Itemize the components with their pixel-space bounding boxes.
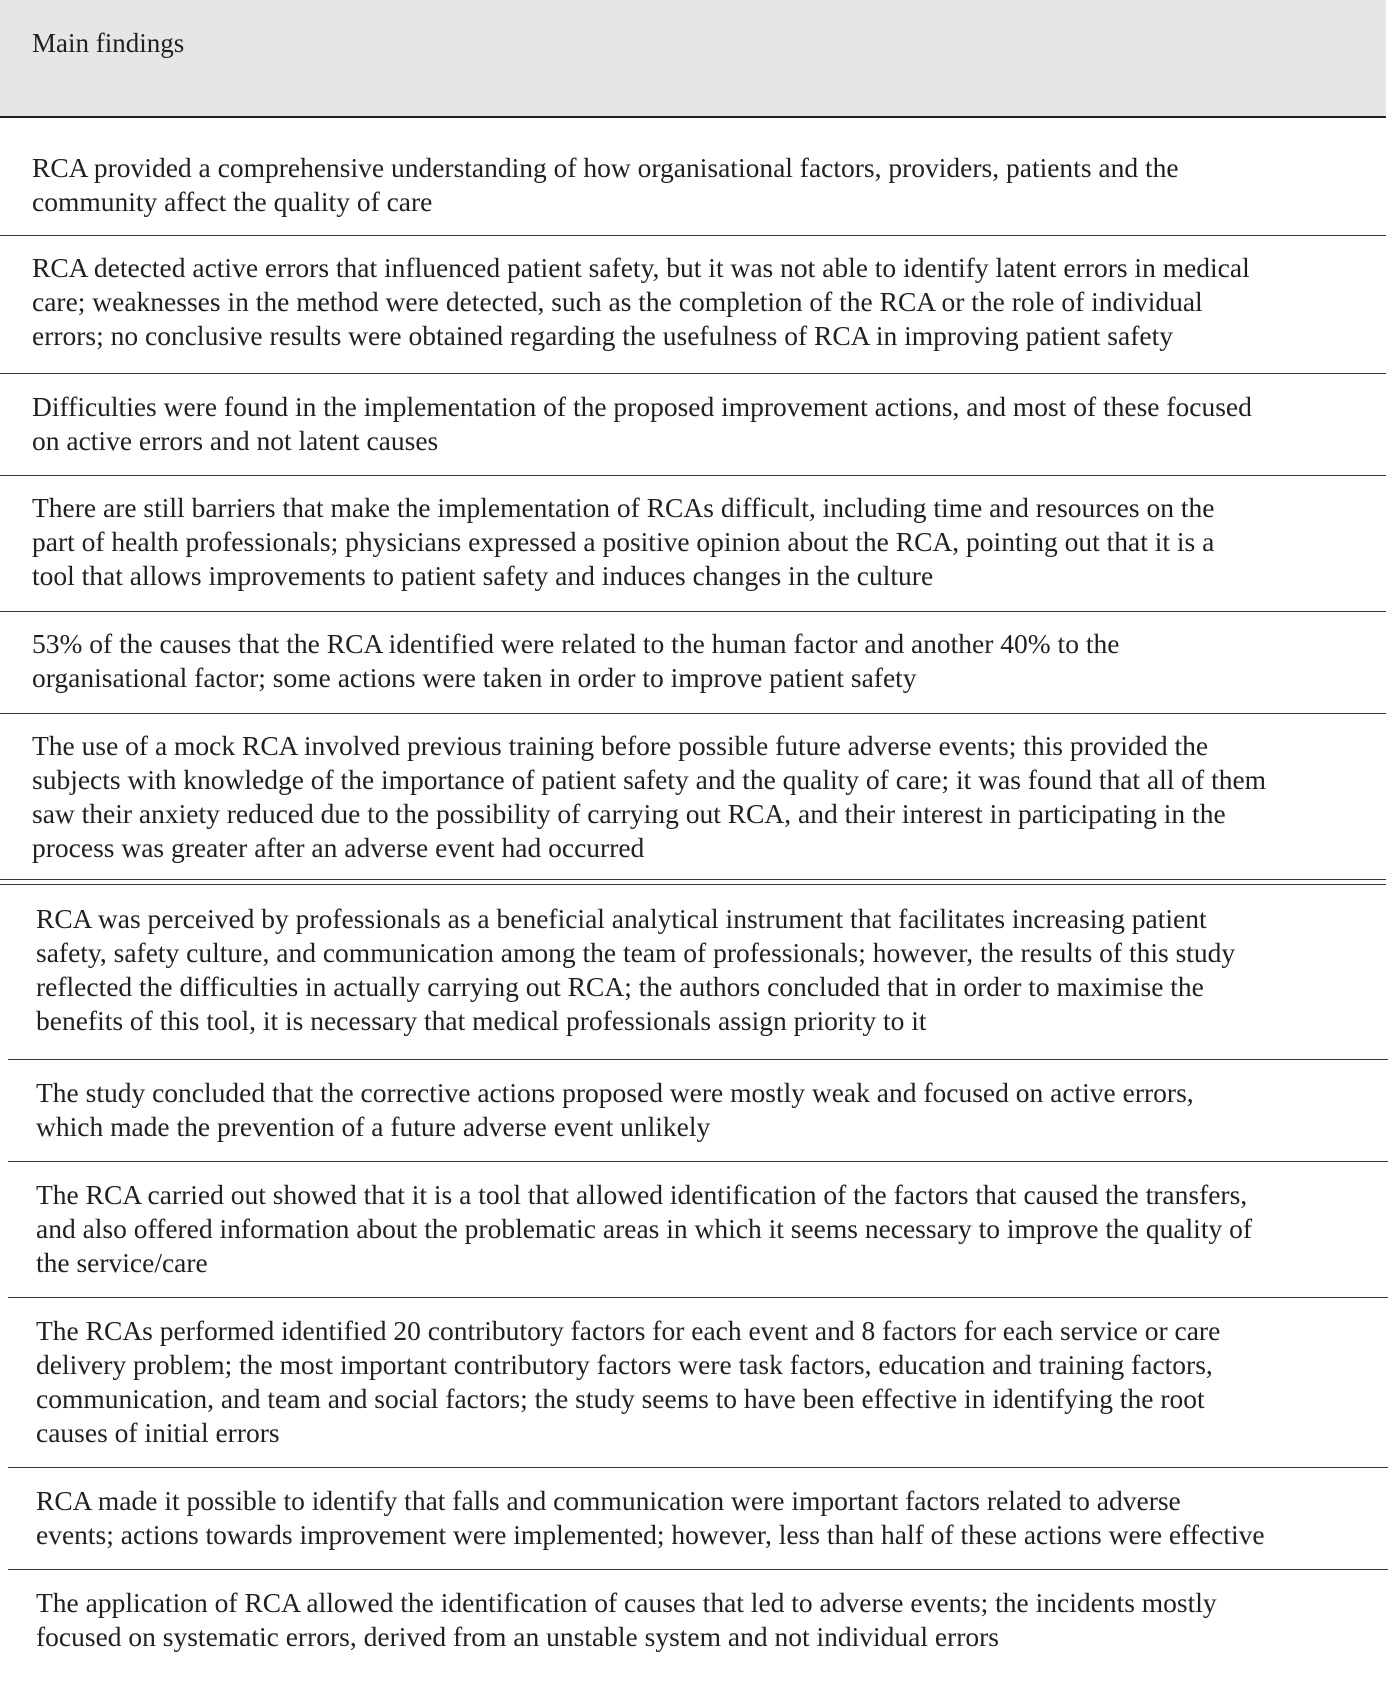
table-header xyxy=(0,0,1386,118)
table-row xyxy=(8,1060,1388,1162)
finding-text: RCA provided a comprehensive understanding of how organisational factors, providers, patients and the community affect the quality of care xyxy=(32,152,1179,217)
table-row xyxy=(0,612,1386,714)
finding-text: RCA was perceived by professionals as a beneficial analytical instrument that facilitates increasing patient safety, safety culture, and communication among the team of professionals; however, the results of this study reflected the difficulties in actually carrying out RCA; the authors concluded that in order to maximise the benefits of this tool, it is necessary that medical professionals assign priority to it xyxy=(36,903,1236,1036)
table-row xyxy=(0,714,1386,880)
finding-text: RCA detected active errors that influenced patient safety, but it was not able to identify latent errors in medical care; weaknesses in the method were detected, such as the completion of the RCA or the role of individual errors; no conclusive results were obtained regarding the usefulness of RCA in improving patient safety xyxy=(32,252,1250,351)
table-row xyxy=(8,886,1388,1060)
finding-text: The study concluded that the corrective actions proposed were mostly weak and focused on active errors, which made the prevention of a future adverse event unlikely xyxy=(36,1077,1194,1142)
finding-text: There are still barriers that make the implementation of RCAs difficult, including time and resources on the part of health professionals; physicians expressed a positive opinion about the RCA, pointing out that it is a tool that allows improvements to patient safety and induces changes in the culture xyxy=(32,492,1215,591)
table-row xyxy=(0,236,1386,374)
finding-text: RCA made it possible to identify that falls and communication were important factors related to adverse events; actions towards improvement were implemented; however, less than half of these actions were effective xyxy=(36,1485,1265,1550)
column-header-main-findings: Main findings xyxy=(32,28,185,58)
finding-text: The RCAs performed identified 20 contributory factors for each event and 8 factors for each service or care delivery problem; the most important contributory factors were task factors, education and training factors, communication, and team and social factors; the study seems to have been effective in identifying the root causes of initial errors xyxy=(36,1315,1221,1448)
finding-text: The RCA carried out showed that it is a tool that allowed identification of the factors that caused the transfers, and also offered information about the problematic areas in which it seems necessary to improve the quality of the service/care xyxy=(36,1179,1252,1278)
finding-text: Difficulties were found in the implementation of the proposed improvement actions, and most of these focused on active errors and not latent causes xyxy=(32,391,1252,456)
table-row xyxy=(0,374,1386,476)
divider xyxy=(0,884,1386,885)
table-row xyxy=(8,1570,1388,1680)
finding-text: The application of RCA allowed the identification of causes that led to adverse events; the incidents mostly focused on systematic errors, derived from an unstable system and not individual errors xyxy=(36,1587,1217,1652)
table-row xyxy=(0,476,1386,612)
finding-text: 53% of the causes that the RCA identified were related to the human factor and another 40% to the organisational factor; some actions were taken in order to improve patient safety xyxy=(32,628,1120,693)
table-row xyxy=(8,1162,1388,1298)
table-row xyxy=(0,118,1386,236)
finding-text: The use of a mock RCA involved previous training before possible future adverse events; this provided the subjects with knowledge of the importance of patient safety and the quality of care; it was found that all of them saw their anxiety reduced due to the possibility of carrying out RCA, and their interest in participating in the process was greater after an adverse event had occurred xyxy=(32,730,1267,863)
table-row xyxy=(8,1298,1388,1468)
table-row xyxy=(8,1468,1388,1570)
